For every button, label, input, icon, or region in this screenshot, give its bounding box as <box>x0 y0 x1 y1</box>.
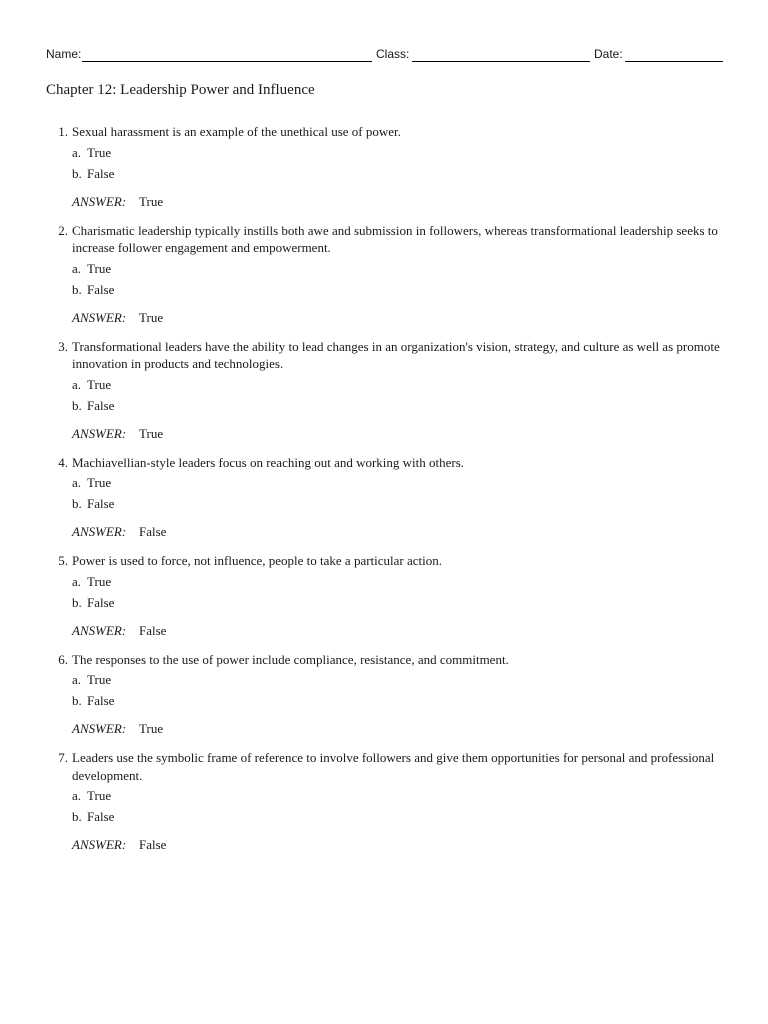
answer-option <box>72 787 768 804</box>
chapter-title: Chapter 12: Leadership Power and Influence <box>46 82 315 98</box>
answer-value: True <box>139 425 164 441</box>
answer-option <box>72 573 768 590</box>
option-text: True <box>87 260 112 276</box>
question-list <box>0 123 768 865</box>
option-letter: b. <box>72 397 82 413</box>
name-blank-line[interactable] <box>82 61 372 62</box>
option-text: False <box>87 496 115 511</box>
answer-option <box>72 808 768 825</box>
date-blank-line[interactable] <box>625 61 723 62</box>
option-text: False <box>87 397 115 413</box>
question-item <box>0 552 768 639</box>
option-letter: a. <box>72 260 82 276</box>
option-letter: b. <box>72 693 82 708</box>
answer-option <box>72 260 768 277</box>
answer-label: ANSWER: <box>72 193 127 209</box>
option-text: False <box>87 165 115 181</box>
question-number: 3. <box>58 338 68 354</box>
question-item <box>0 222 768 326</box>
name-label: Name: <box>46 47 82 61</box>
answer-option <box>72 376 768 393</box>
question-text: Transformational leaders have the ability to lead changes in an organization's vision, strategy, and culture as well as promote innovation in products and technologies. <box>72 338 720 371</box>
option-text: False <box>87 809 115 824</box>
student-info-header <box>46 46 724 66</box>
question-number: 6. <box>58 651 68 667</box>
option-letter: b. <box>72 165 82 181</box>
question-text: Charismatic leadership typically instills both awe and submission in followers, whereas transformational leadership seeks to increase follower engagement and empowerment. <box>72 222 718 255</box>
answer-value: False <box>139 837 167 852</box>
question-item <box>0 454 768 541</box>
question-item <box>0 123 768 210</box>
question-item <box>0 651 768 738</box>
date-label: Date: <box>594 47 623 61</box>
option-text: False <box>87 594 115 610</box>
answer-option <box>72 474 768 491</box>
question-number: 4. <box>58 454 68 470</box>
answer-key <box>72 193 768 210</box>
answer-option <box>72 495 768 512</box>
answer-key <box>72 836 768 853</box>
answer-key <box>72 622 768 639</box>
answer-value: False <box>139 622 167 638</box>
option-text: True <box>87 573 112 589</box>
answer-option <box>72 671 768 688</box>
answer-key <box>72 523 768 540</box>
option-text: False <box>87 693 115 708</box>
question-number: 1. <box>58 124 68 139</box>
answer-option <box>72 165 768 182</box>
option-text: False <box>87 281 115 297</box>
option-letter: b. <box>72 281 82 297</box>
answer-value: True <box>139 309 164 325</box>
answer-label: ANSWER: <box>72 721 127 736</box>
question-text: Power is used to force, not influence, people to take a particular action. <box>72 553 443 568</box>
class-blank-line[interactable] <box>412 61 590 62</box>
question-item <box>0 749 768 853</box>
question-text: Leaders use the symbolic frame of reference to involve followers and give them opportunities for personal and professional development. <box>72 750 715 783</box>
option-text: True <box>87 672 112 687</box>
question-number: 7. <box>58 750 68 765</box>
option-letter: b. <box>72 809 82 824</box>
answer-option <box>72 144 768 161</box>
answer-option <box>72 692 768 709</box>
answer-value: False <box>139 524 167 539</box>
answer-label: ANSWER: <box>72 622 127 638</box>
answer-option <box>72 397 768 414</box>
answer-key <box>72 309 768 326</box>
answer-label: ANSWER: <box>72 425 127 441</box>
answer-key <box>72 425 768 442</box>
answer-label: ANSWER: <box>72 524 127 539</box>
question-text: Sexual harassment is an example of the unethical use of power. <box>72 124 401 139</box>
class-label: Class: <box>376 47 410 61</box>
option-letter: a. <box>72 475 82 490</box>
answer-label: ANSWER: <box>72 309 127 325</box>
option-text: True <box>87 788 112 803</box>
option-letter: a. <box>72 672 82 687</box>
option-letter: a. <box>72 573 82 589</box>
option-text: True <box>87 144 112 160</box>
option-text: True <box>87 475 112 490</box>
option-letter: b. <box>72 594 82 610</box>
option-letter: a. <box>72 788 82 803</box>
question-text: Machiavellian-style leaders focus on reaching out and working with others. <box>72 454 465 470</box>
question-item <box>0 338 768 442</box>
answer-key <box>72 720 768 737</box>
answer-value: True <box>139 193 164 209</box>
question-number: 5. <box>58 553 68 568</box>
answer-label: ANSWER: <box>72 837 127 852</box>
option-text: True <box>87 376 112 392</box>
question-number: 2. <box>58 222 68 238</box>
answer-option <box>72 281 768 298</box>
option-letter: a. <box>72 376 82 392</box>
question-text: The responses to the use of power include compliance, resistance, and commitment. <box>72 651 509 667</box>
answer-option <box>72 594 768 611</box>
option-letter: b. <box>72 496 82 511</box>
option-letter: a. <box>72 144 82 160</box>
answer-value: True <box>139 721 164 736</box>
